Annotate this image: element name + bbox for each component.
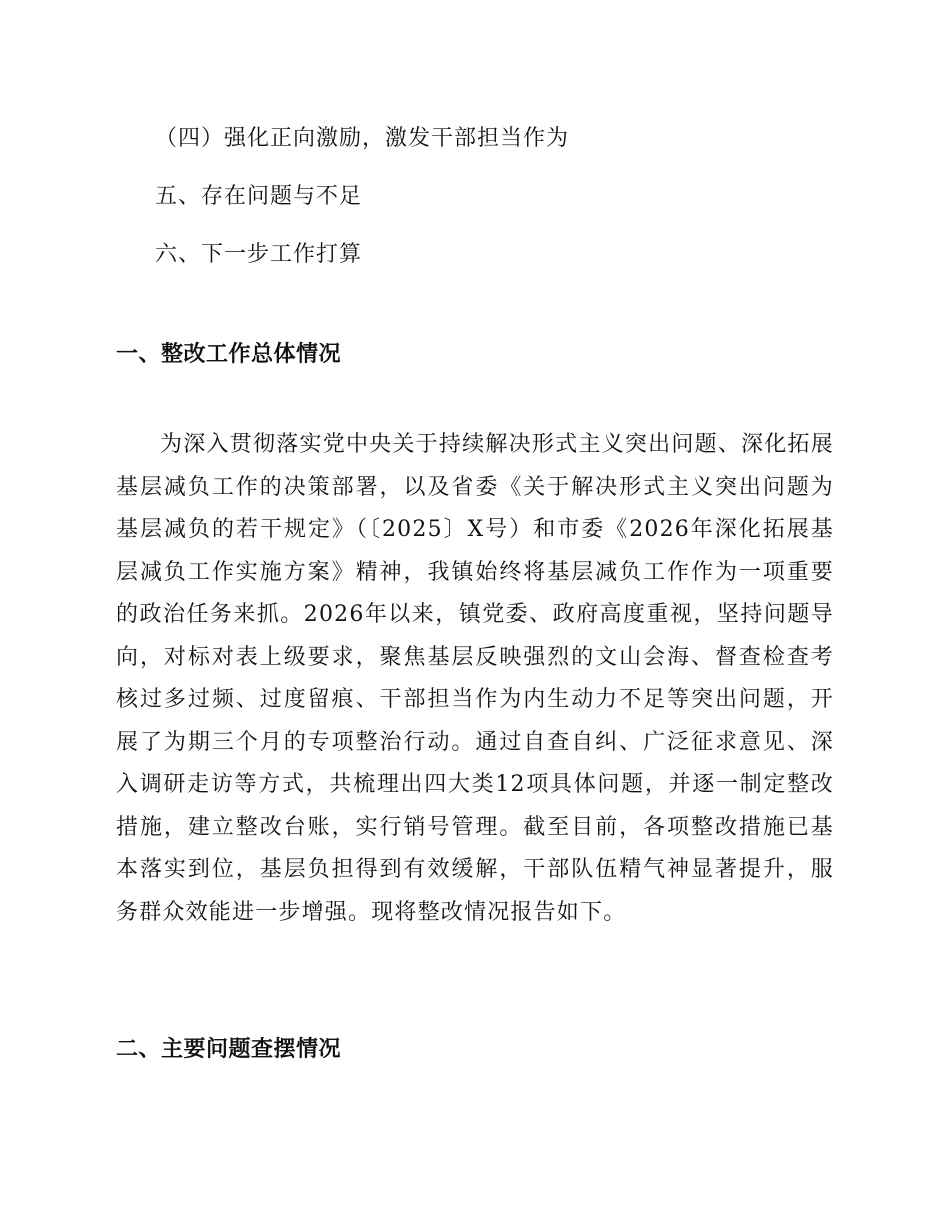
toc-item-4: （四）强化正向激励，激发干部担当作为 [155, 126, 570, 151]
section-2-heading: 二、主要问题查摆情况 [116, 1037, 342, 1062]
toc-item-5: 五、存在问题与不足 [155, 184, 363, 209]
toc-item-6: 六、下一步工作打算 [155, 242, 363, 267]
section-1-heading: 一、整改工作总体情况 [116, 342, 342, 367]
section-1-paragraph: 为深入贯彻落实党中央关于持续解决形式主义突出问题、深化拓展基层减负工作的决策部署，以及省委《关于解决形式主义突出问题为基层减负的若干规定》（〔2025〕X号）和市委《2026年深化拓展基层减负工作实施方案》精神，我镇始终将基层减负工作作为一项重要的政治任务来抓。2026年以来，镇党委、政府高度重视，坚持问题导向，对标对表上级要求，聚焦基层反映强烈的文山会海、督查检查考核过多过频、过度留痕、干部担当作为内生动力不足等突出问题，开展了为期三个月的专项整治行动。通过自查自纠、广泛征求意见、深入调研走访等方式，共梳理出四大类12项具体问题，并逐一制定整改措施，建立整改台账，实行销号管理。截至目前，各项整改措施已基本落实到位，基层负担得到有效缓解，干部队伍精气神显著提升，服务群众效能进一步增强。现将整改情况报告如下。 [116, 432, 834, 925]
